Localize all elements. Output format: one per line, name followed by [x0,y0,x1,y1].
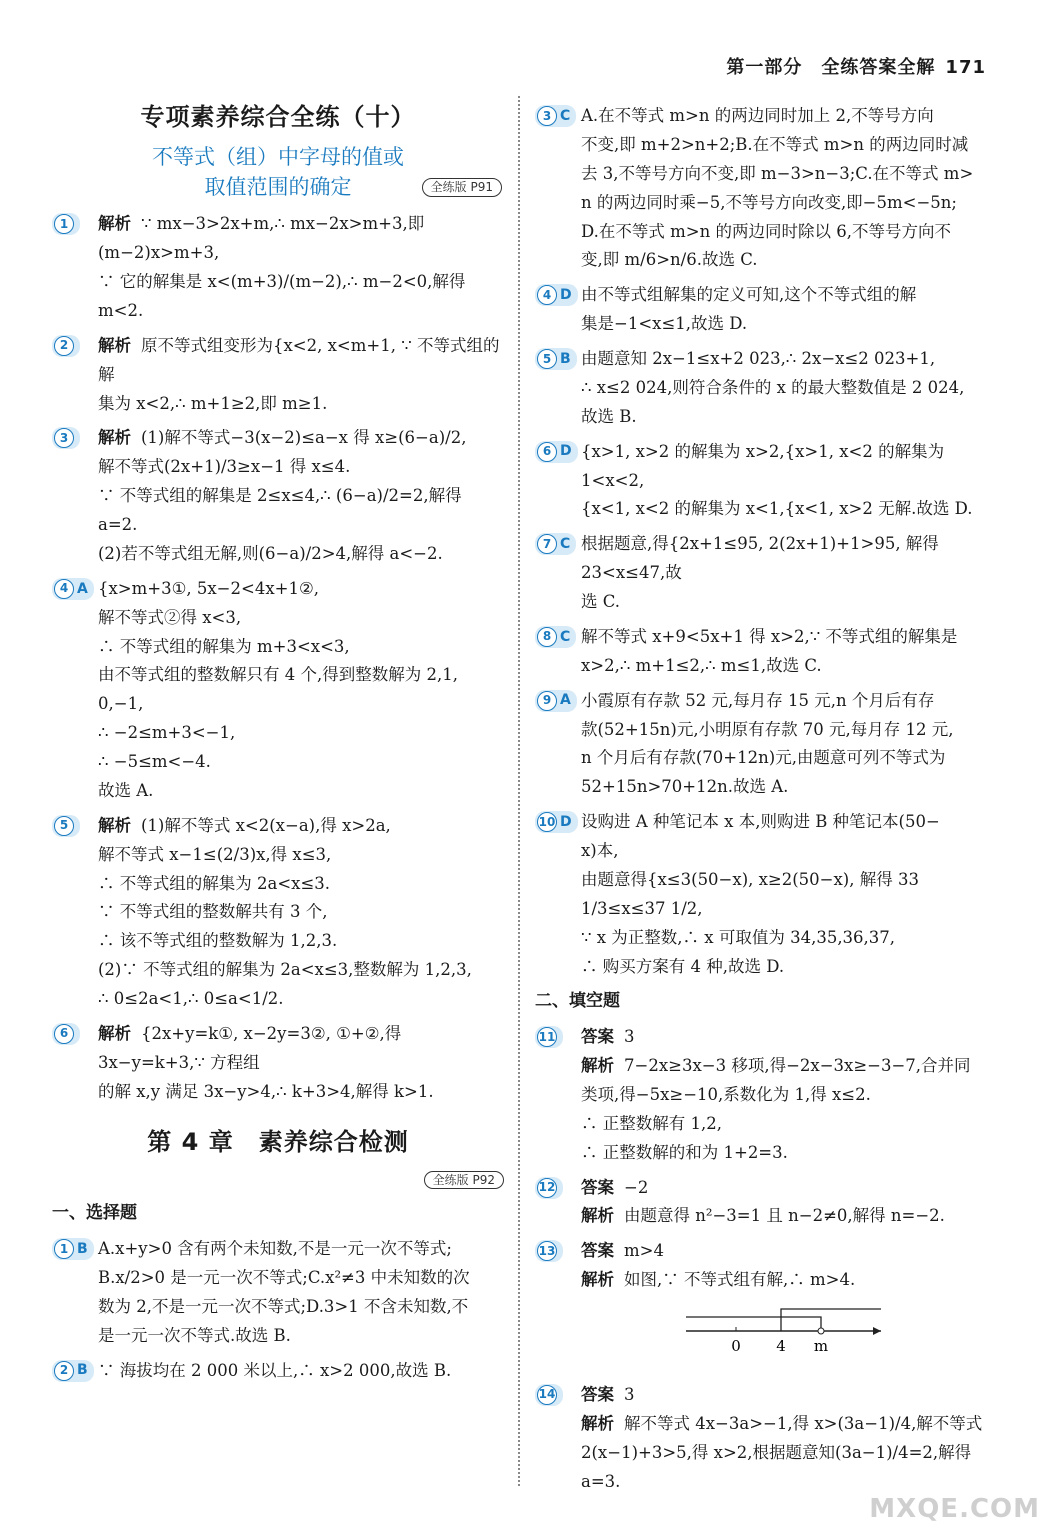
question-number-badge [535,284,578,306]
answer-text: 根据题意,得{2x+1≤95, 2(2x+1)+1>95, 解得 23<x≤47,故 [581,534,939,583]
answer-value: −2 [624,1177,649,1197]
analysis-tag: 解析 [98,815,131,835]
answer-text: {x>1, x>2 的解集为 x>2,{x>1, x<2 的解集为 1<x<2, [581,441,945,490]
left-answer-list [52,210,504,1106]
number-line-label: 4 [776,1337,786,1355]
answer-text-line [581,1110,995,1139]
answer-text: x>2,∴ m+1≤2,∴ m≤1,故选 C. [581,655,822,675]
answer-text: 原不等式组变形为{x<2, x<m+1, ∵ 不等式组的解 [98,335,500,384]
answer-text: 的解 x,y 满足 3x−y>4,∴ k+3>4,解得 k>1. [98,1081,434,1101]
question-number: 8 [537,627,557,647]
answer-letter: C [560,107,571,124]
answer-tag: 答案 [581,1027,614,1047]
answer-text-line [581,687,995,716]
answer-text-line [581,1139,995,1168]
answer-text: ∵ 不等式组的解集是 2≤x≤4,∴ (6−a)/2=2,解得 a=2. [98,486,462,535]
answer-item [52,575,504,806]
answer-item [52,812,504,1014]
question-number: 2 [54,336,74,356]
answer-text-line [581,495,995,524]
answer-text: 小霞原有存款 52 元,每月存 15 元,n 个月后有存 [581,690,935,710]
answer-text-line [98,453,504,482]
number-line-figure [681,1301,891,1361]
question-number: 6 [537,442,557,462]
answer-text-line [98,1235,504,1264]
answer-text-line [581,837,995,866]
analysis-tag: 解析 [98,1023,131,1043]
question-number: 7 [537,534,557,554]
answer-text: 解不等式(2x+1)/3≥x−1 得 x≤4. [98,457,351,477]
answer-text: A.x+y>0 含有两个未知数,不是一元一次不等式; [98,1239,452,1259]
chapter-badge: 全练版 P92 [424,1171,504,1190]
answer-text-line [98,1322,504,1351]
answer-text: n 个月后有存款(70+12n)元,由题意可列不等式为 [581,748,946,768]
answer-text-line [581,530,995,588]
question-number-badge [52,1360,94,1382]
answer-text: 解不等式②得 x<3, [98,607,242,627]
question-number: 4 [54,579,74,599]
solution-ray-1 [781,1309,881,1331]
answer-text-line [98,1357,504,1386]
answer-text-line [581,652,995,681]
question-number-badge [535,441,578,463]
analysis-tag: 解析 [581,1056,614,1075]
question-number-badge [535,348,577,370]
answer-text: 2(x−1)+3>5,得 x>2,根据题意知(3a−1)/4=2,解得 a=3. [581,1442,972,1491]
answer-text-line [581,808,995,837]
answer-text: 解不等式 4x−3a>−1,得 x>(3a−1)/4,解不等式 [624,1413,983,1433]
answer-text-line [98,390,504,419]
right-column [535,96,995,1496]
question-number-badge [535,1177,563,1199]
answer-item [52,332,504,419]
answer-text-line [98,690,504,719]
answer-text: 0,−1, [98,694,144,714]
answer-line [581,1237,995,1266]
left-column [52,96,504,1386]
question-number: 5 [537,349,557,369]
answer-text-line [581,1081,995,1110]
answer-text-line [98,841,504,870]
answer-text-line [581,246,995,275]
answer-text-line [98,210,504,268]
answer-text-line [98,777,504,806]
answer-text: {x>m+3①, 5x−2<4x+1②, [98,578,319,598]
question-number: 6 [54,1024,74,1044]
answer-text: 设购进 A 种笔记本 x 本,则购进 B 种笔记本(50− [581,812,940,832]
answer-tag: 答案 [581,1241,614,1261]
answer-letter: B [560,350,571,367]
answer-text: 集为 x<2,∴ m+1≥2,即 m≥1. [98,393,328,413]
answer-line [581,1381,995,1410]
answer-item [535,1237,995,1375]
question-number: 5 [54,816,74,836]
question-number-badge [535,811,578,833]
group-title-fill: 二、填空题 [535,991,620,1012]
answer-text: 变,即 m/6>n/6.故选 C. [581,250,758,270]
answer-text: 由不等式组的整数解只有 4 个,得到整数解为 2,1, [98,665,458,685]
question-number-badge [535,1240,563,1262]
answer-text-line [98,956,504,985]
section-subtitle-2: 取值范围的确定 [204,175,352,200]
answer-letter: B [77,1240,88,1257]
answer-item [535,281,995,339]
answer-text-line [581,160,995,189]
answer-tag: 答案 [581,1177,614,1197]
answer-text-line [98,575,504,604]
answer-text-line [581,345,995,374]
answer-text: 去 3,不等号方向不变,即 m−3>n−3;C.在不等式 m> [581,163,974,183]
header-section: 第一部分 全练答案全解 [726,57,936,78]
answer-item [535,808,995,981]
answer-item [535,345,995,432]
answer-text-line [581,1410,995,1439]
answer-line [581,1023,995,1052]
answer-item [52,1235,504,1351]
question-number-badge [535,1026,563,1048]
answer-item [52,1357,504,1386]
answer-text: ∵ x 为正整数,∴ x 可取值为 34,35,36,37, [581,927,896,947]
answer-text-line [581,310,995,339]
answer-text: 由题意得{x≤3(50−x), x≥2(50−x), 解得 33 1/3≤x≤37 1/2, [581,869,919,918]
answer-text-line [581,218,995,247]
answer-text: 解不等式 x−1≤(2/3)x,得 x≤3, [98,844,332,864]
answer-text-line [581,403,995,432]
answer-letter: C [560,536,571,552]
answer-text: 解不等式 x+9<5x+1 得 x>2,∵ 不等式组的解集是 [581,626,958,646]
number-line-label: m [813,1337,829,1355]
question-number: 9 [537,691,557,711]
answer-text-line [581,773,995,802]
question-number-badge [52,1023,80,1045]
answer-tag: 答案 [581,1384,614,1404]
answer-text-line [581,131,995,160]
section-subtitle-1: 不等式（组）中字母的值或 [152,145,404,169]
answer-text-line [581,623,995,652]
question-number-badge [535,690,577,712]
answer-text-line [98,1078,504,1107]
answer-text-line [581,866,995,924]
answer-letter: A [560,692,571,709]
answer-text: ∴ 正整数解有 1,2, [581,1113,722,1133]
answer-text-line [581,189,995,218]
question-number-badge [52,578,94,600]
question-number: 1 [54,214,74,234]
answer-text-line [98,870,504,899]
analysis-tag: 解析 [581,1206,614,1226]
analysis-tag: 解析 [581,1270,614,1290]
answer-text: ∴ 该不等式组的整数解为 1,2,3. [98,931,338,951]
question-number: 13 [537,1241,557,1261]
answer-text: ∵ 海拔均在 2 000 米以上,∴ x>2 000,故选 B. [98,1360,452,1380]
answer-line [581,1174,995,1203]
column-divider [518,96,520,1486]
question-number-badge [52,335,80,357]
answer-text-line [581,953,995,982]
answer-letter: D [560,287,572,303]
answer-text-line [98,812,504,841]
answer-text: ∴ x≤2 024,则符合条件的 x 的最大整数值是 2 024, [581,377,965,397]
question-number-badge [535,533,576,555]
page-number: 171 [945,57,986,78]
question-number-badge [52,815,80,837]
question-number-badge [52,427,80,449]
answer-text-line [98,1293,504,1322]
answer-text: 数为 2,不是一元一次不等式;D.3>1 不含未知数,不 [98,1296,469,1316]
answer-item [535,1174,995,1232]
answer-text: ∴ 正整数解的和为 1+2=3. [581,1142,788,1162]
answer-letter: D [560,443,572,460]
answer-item [52,1020,504,1107]
answer-text: (1)解不等式 x<2(x−a),得 x>2a, [141,815,391,835]
question-number: 4 [537,285,557,305]
open-point [818,1328,824,1334]
answer-text: 故选 B. [581,406,637,426]
answer-text: 如图,∵ 不等式组有解,∴ m>4. [624,1270,856,1290]
question-number: 3 [537,106,557,126]
question-number: 2 [54,1361,74,1381]
question-number: 11 [537,1027,557,1047]
answer-letter: A [77,580,88,597]
number-line-arrow [873,1327,881,1335]
question-number: 12 [537,1178,557,1198]
answer-item [535,623,995,681]
answer-text: (1)解不等式−3(x−2)≤a−x 得 x≥(6−a)/2, [141,428,467,448]
answer-text-line [581,744,995,773]
answer-item [535,102,995,275]
group-title-choice: 一、选择题 [52,1203,137,1224]
answer-item [52,424,504,568]
question-number: 10 [537,812,557,832]
section-title: 专项素养综合全练（十） [140,103,416,131]
answer-text-line [581,588,995,617]
answer-text: ∴ 购买方案有 4 种,故选 D. [581,956,785,976]
answer-text-line [98,604,504,633]
answer-text-line [98,719,504,748]
answer-value: m>4 [624,1241,664,1261]
answer-text: ∵ 不等式组的整数解共有 3 个, [98,902,328,922]
answer-text: 由题意得 n²−3=1 且 n−2≠0,解得 n=−2. [624,1206,945,1226]
answer-text-line [98,661,504,690]
number-line-label: 0 [731,1337,741,1355]
answer-text: ∴ 不等式组的解集为 m+3<x<3, [98,636,350,656]
answer-text: ∵ mx−3>2x+m,∴ mx−2x>m+3,即(m−2)x>m+3, [98,214,425,263]
answer-text: (2)∵ 不等式组的解集为 2a<x≤3,整数解为 1,2,3, [98,960,472,980]
answer-text: B.x/2>0 是一元一次不等式;C.x²≠3 中未知数的次 [98,1268,470,1288]
answer-text: A.在不等式 m>n 的两边同时加上 2,不等号方向 [581,106,934,125]
question-number-badge [52,213,80,235]
answer-text-line [581,716,995,745]
answer-text: 是一元一次不等式.故选 B. [98,1325,291,1345]
fill-answer-list [535,1023,995,1496]
answer-text: (2)若不等式组无解,则(6−a)/2>4,解得 a<−2. [98,543,443,563]
answer-text-line [98,332,504,390]
answer-text: ∴ 0≤2a<1,∴ 0≤a<1/2. [98,989,284,1009]
question-number: 1 [54,1239,74,1259]
question-number: 14 [537,1385,557,1405]
answer-text-line [98,482,504,540]
analysis-tag: 解析 [581,1413,614,1433]
answer-item [535,1023,995,1167]
answer-text-line [581,102,995,131]
answer-item [535,438,995,525]
analysis-tag: 解析 [98,335,131,355]
page-header [726,52,986,84]
answer-text-line [98,1020,504,1078]
answer-text: 由不等式组解集的定义可知,这个不等式组的解 [581,285,917,305]
answer-text-line [581,1052,995,1081]
answer-text: ∵ 它的解集是 x<(m+3)/(m−2),∴ m−2<0,解得 m<2. [98,272,466,320]
chapter-title: 第 4 章 素养综合检测 [147,1127,409,1156]
answer-text: 集是−1<x≤1,故选 D. [581,314,748,334]
question-number: 3 [54,428,74,448]
answer-text-line [581,281,995,310]
answer-text: 故选 A. [98,780,154,800]
solution-ray-2 [686,1317,821,1331]
answer-item [535,1381,995,1497]
answer-text: 款(52+15n)元,小明原有存款 70 元,每月存 12 元, [581,719,954,739]
answer-text: 不变,即 m+2>n+2;B.在不等式 m>n 的两边同时减 [581,134,969,154]
answer-text-line [98,540,504,569]
answer-letter: B [77,1362,88,1379]
answer-text: {2x+y=k①, x−2y=3②, ①+②,得 3x−y=k+3,∵ 方程组 [98,1023,402,1072]
answer-text: 选 C. [581,592,621,611]
answer-item [535,530,995,617]
analysis-tag: 解析 [98,428,131,448]
answer-text: ∴ −5≤m<−4. [98,752,211,772]
answer-text: 52+15n>70+12n.故选 A. [581,777,789,797]
answer-text: x)本, [581,841,619,860]
answer-text: 由题意知 2x−1≤x+2 023,∴ 2x−x≤2 023+1, [581,349,936,368]
answer-text-line [98,748,504,777]
answer-text: {x<1, x<2 的解集为 x<1,{x<1, x>2 无解.故选 D. [581,499,973,519]
watermark: MXQE.COM [869,1493,1040,1524]
answer-text-line [98,268,504,326]
question-number-badge [52,1238,94,1260]
answer-letter: C [560,628,571,645]
choice-answer-list [52,1235,504,1385]
answer-letter: D [560,813,572,830]
answer-text-line [581,438,995,496]
question-number-badge [535,1384,563,1406]
answer-text: n 的两边同时乘−5,不等号方向改变,即−5m<−5n; [581,192,957,212]
edition-badge: 全练版 P91 [422,178,502,197]
answer-text-line [581,1202,995,1231]
answer-text-line [98,424,504,453]
answer-item [52,210,504,326]
answer-text: D.在不等式 m>n 的两边同时除以 6,不等号方向不 [581,221,951,241]
answer-text: ∴ 不等式组的解集为 2a<x≤3. [98,873,331,893]
answer-text-line [98,1264,504,1293]
answer-text-line [581,924,995,953]
answer-value: 3 [624,1027,635,1047]
answer-text: ∴ −2≤m+3<−1, [98,723,236,743]
answer-text-line [581,374,995,403]
answer-text-line [581,1266,995,1295]
answer-text-line [98,927,504,956]
question-number-badge [535,105,576,127]
question-number-badge [535,626,576,648]
right-answer-list [535,102,995,981]
answer-value: 3 [624,1384,635,1404]
answer-text: 7−2x≥3x−3 移项,得−2x−3x≥−3−7,合并同 [624,1056,971,1075]
answer-text-line [98,985,504,1014]
answer-item [535,687,995,803]
answer-text-line [98,898,504,927]
answer-text-line [98,633,504,662]
analysis-tag: 解析 [98,214,131,234]
answer-text: 类项,得−5x≥−10,系数化为 1,得 x≤2. [581,1084,871,1104]
